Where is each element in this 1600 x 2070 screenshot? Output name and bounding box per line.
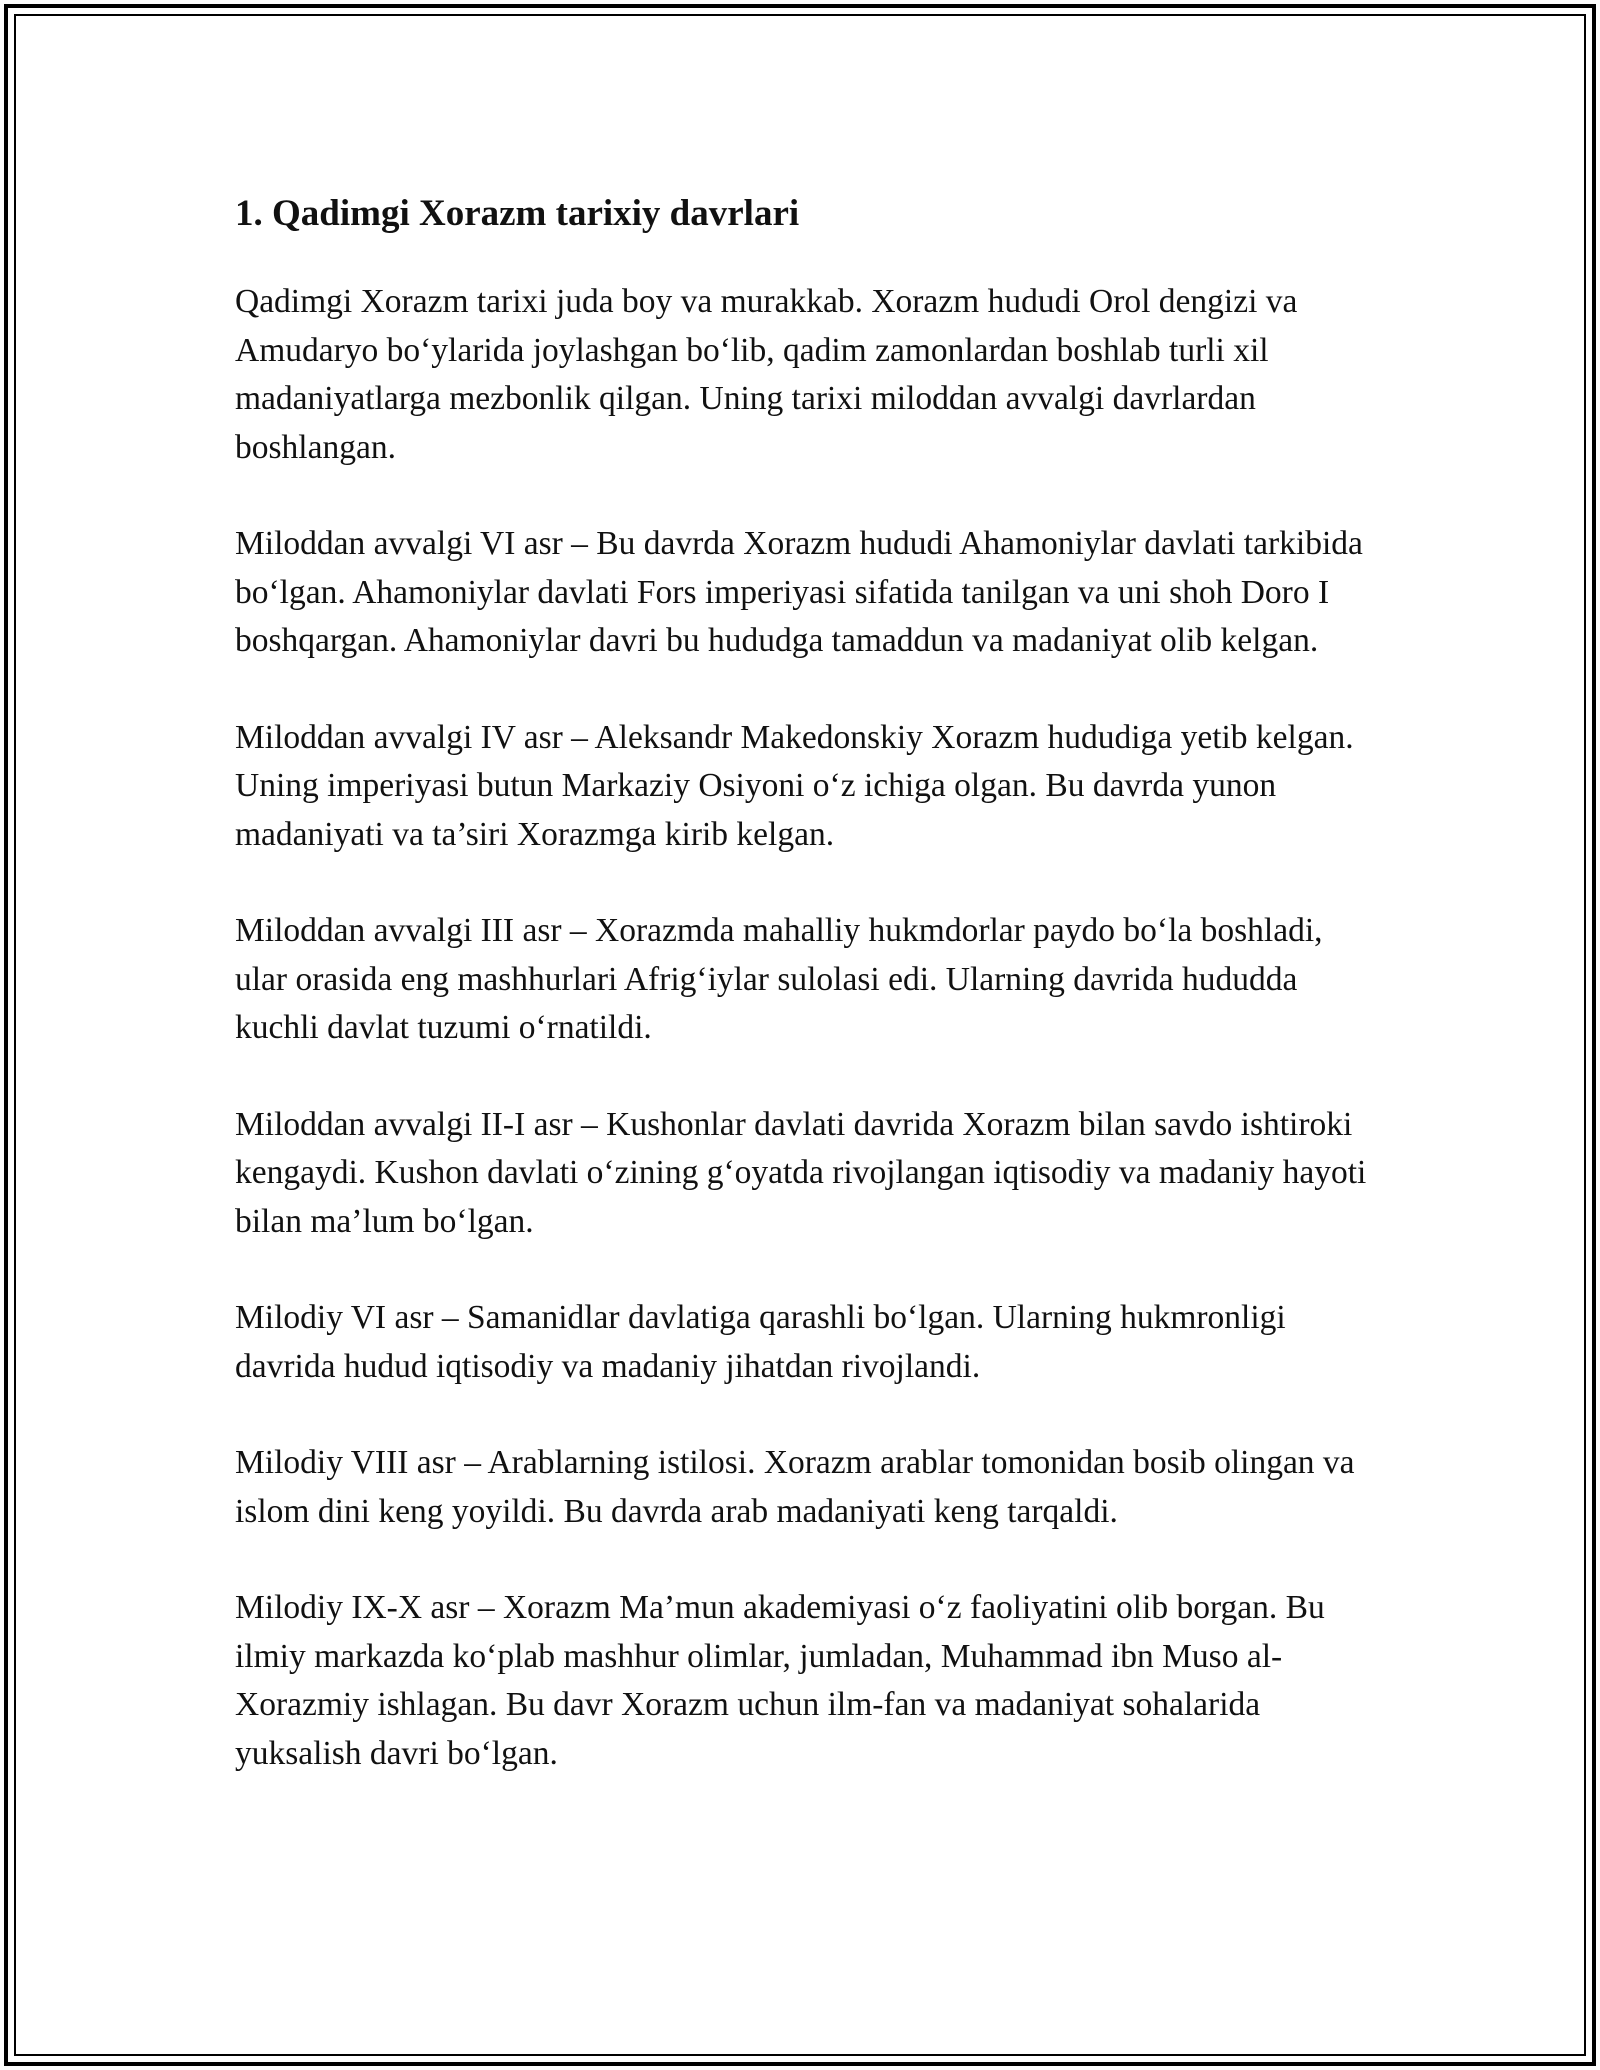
paragraph-6th-century-bc: Miloddan avvalgi VI asr – Bu davrda Xorazm hududi Ahamoniylar davlati tarkibida bo‘lgan. Ahamoniylar davlati Fors imperiyasi sifatida tanilgan va uni shoh Doro I boshqargan. Ahamoniylar davri bu hududga tamaddun va madaniyat olib kelgan. (235, 525, 1363, 659)
paragraph-6th-century-ad: Milodiy VI asr – Samanidlar davlatiga qarashli bo‘lgan. Ularning hukmronligi davrida hudud iqtisodiy va madaniy jihatdan rivojlandi. (235, 1299, 1286, 1385)
section-heading: 1. Qadimgi Xorazm tarixiy davrlari (235, 193, 800, 234)
paragraph-intro: Qadimgi Xorazm tarixi juda boy va murakkab. Xorazm hududi Orol dengizi va Amudaryo bo‘ylarida joylashgan bo‘lib, qadim zamonlardan boshlab turli xil madaniyatlarga mezbonlik qilgan. Uning tarixi miloddan avvalgi davrlardan boshlangan. (235, 283, 1298, 466)
paragraph-2nd-1st-century-bc: Miloddan avvalgi II-I asr – Kushonlar davlati davrida Xorazm bilan savdo ishtiroki kengaydi. Kushon davlati o‘zining g‘oyatda rivojlangan iqtisodiy va madaniy hayoti bilan ma’lum bo‘lgan. (235, 1105, 1367, 1240)
paragraph-4th-century-bc: Miloddan avvalgi IV asr – Aleksandr Makedonskiy Xorazm hududiga yetib kelgan. Uning imperiyasi butun Markaziy Osiyoni o‘z ichiga olgan. Bu davrda yunon madaniyati va ta’siri Xorazmga kirib kelgan. (235, 718, 1354, 853)
document-body (235, 186, 1375, 1826)
paragraph-3rd-century-bc: Miloddan avvalgi III asr – Xorazmda mahalliy hukmdorlar paydo bo‘la boshladi, ular orasida eng mashhurlari Afrig‘iylar sulolasi edi. Ularning davrida hududda kuchli davlat tuzumi o‘rnatildi. (235, 912, 1323, 1046)
paragraph-9th-10th-century-ad: Milodiy IX-X asr – Xorazm Ma’mun akademiyasi o‘z faoliyatini olib borgan. Bu ilmiy markazda ko‘plab mashhur olimlar, jumladan, Muhammad ibn Muso al-Xorazmiy ishlagan. Bu davr Xorazm uchun ilm-fan va madaniyat sohalarida yuksalish davri bo‘lgan. (235, 1589, 1325, 1772)
paragraph-8th-century-ad: Milodiy VIII asr – Arablarning istilosi. Xorazm arablar tomonidan bosib olingan va islom dini keng yoyildi. Bu davrda arab madaniyati keng tarqaldi. (235, 1444, 1355, 1530)
